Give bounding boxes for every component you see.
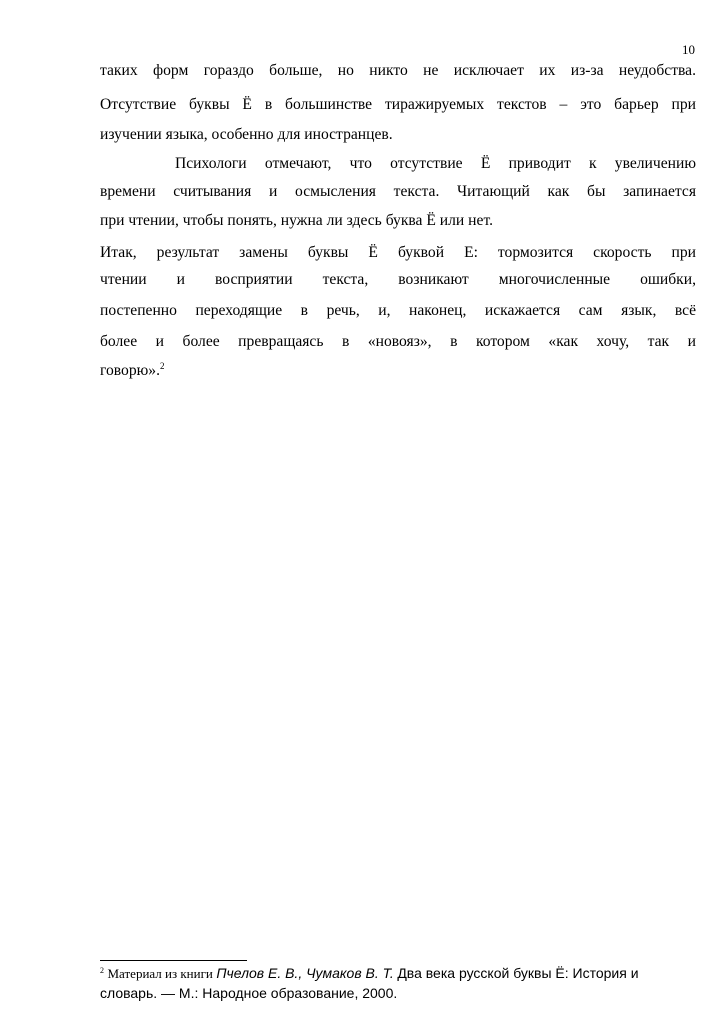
- paragraph-line: изучении языка, особенно для иностранцев.: [100, 126, 393, 143]
- footnote-authors: Пчелов Е. В., Чумаков В. Т.: [216, 965, 394, 981]
- paragraph-line: времени считывания и осмысления текста. Читающий как бы запинается: [100, 183, 696, 200]
- paragraph-line: более и более превращаясь в «новояз», в котором «как хочу, так и: [100, 333, 696, 350]
- paragraph-line: при чтении, чтобы понять, нужна ли здесь буква Ё или нет.: [100, 212, 493, 229]
- paragraph-line: Психологи отмечают, что отсутствие Ё приводит к увеличению: [175, 155, 696, 172]
- footnote-separator: [100, 960, 247, 961]
- footnote-line-1: [100, 964, 700, 984]
- paragraph-line: Итак, результат замены буквы Ё буквой Е: тормозится скорость при: [100, 244, 696, 261]
- paragraph-line: постепенно переходящие в речь, и, наконец, искажается сам язык, всё: [100, 302, 696, 319]
- footnote-line-2: словарь. — М.: Народное образование, 2000.: [100, 985, 398, 1001]
- paragraph-line-last: [100, 362, 696, 380]
- paragraph-line: чтении и восприятии текста, возникают многочисленные ошибки,: [100, 271, 696, 288]
- paragraph-line-text: говорю».: [100, 362, 160, 379]
- footnote-reference[interactable]: 2: [160, 361, 165, 371]
- paragraph-line: Отсутствие буквы Ё в большинстве тиражируемых текстов – это барьер при: [100, 96, 696, 113]
- paragraph-line: таких форм гораздо больше, но никто не исключает их из-за неудобства.: [100, 62, 696, 79]
- page-number: 10: [682, 42, 695, 57]
- footnote-prefix: Материал из книги: [107, 966, 213, 981]
- footnote-marker: 2: [100, 966, 104, 975]
- footnote-title: Два века русской буквы Ё: История и: [397, 965, 639, 981]
